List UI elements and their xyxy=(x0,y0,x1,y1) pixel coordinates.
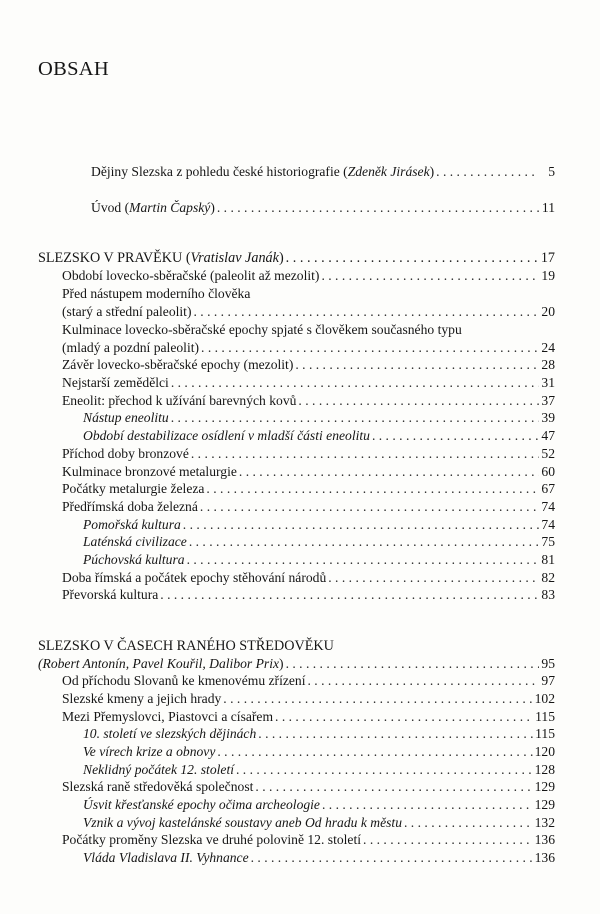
toc-entry-title: Slezské kmeny a jejich hrady xyxy=(62,691,222,706)
toc-entry[interactable] xyxy=(83,517,555,533)
toc-entry-title: Kulminace bronzové metalurgie xyxy=(62,464,237,479)
toc-entry[interactable] xyxy=(62,832,555,848)
dot-leader xyxy=(200,499,539,515)
toc-entry-title: Před nástupem moderního člověka xyxy=(62,286,251,301)
dot-leader xyxy=(328,570,539,586)
toc-entry[interactable] xyxy=(62,286,555,302)
toc-entry[interactable] xyxy=(62,357,555,373)
page-title: OBSAH xyxy=(38,58,109,80)
toc-entry[interactable] xyxy=(91,200,555,216)
dot-leader xyxy=(217,744,532,760)
toc-entry[interactable] xyxy=(38,656,555,672)
page-number: 82 xyxy=(541,570,555,585)
dot-leader xyxy=(436,164,539,180)
toc-entry-title: Vláda Vladislava II. Vyhnance xyxy=(83,850,249,865)
page-number: 132 xyxy=(534,815,555,830)
dot-leader xyxy=(160,587,539,603)
page-number: 95 xyxy=(541,656,555,671)
page-number: 37 xyxy=(541,393,555,408)
dot-leader xyxy=(223,691,532,707)
page-number: 97 xyxy=(541,673,555,688)
page-number: 11 xyxy=(541,200,555,215)
page-number: 47 xyxy=(541,428,555,443)
toc-entry[interactable] xyxy=(83,797,555,813)
toc-entry-title: Vznik a vývoj kastelánské soustavy aneb Od hradu k městu xyxy=(83,815,402,830)
toc-entry[interactable] xyxy=(83,534,555,550)
toc-entry-title: Pomořská kultura xyxy=(83,517,181,532)
toc-entry[interactable] xyxy=(62,779,555,795)
dot-leader xyxy=(183,517,539,533)
toc-entry-title: Převorská kultura xyxy=(62,587,159,602)
page-number: 102 xyxy=(534,691,555,706)
toc-entry[interactable] xyxy=(83,762,555,778)
dot-leader xyxy=(286,656,539,672)
toc-entry-title: Úsvit křesťanské epochy očima archeologie xyxy=(83,797,320,812)
page-number: 20 xyxy=(541,304,555,319)
toc-entry-title: Laténská civilizace xyxy=(83,534,187,549)
dot-leader xyxy=(217,200,539,216)
dot-leader xyxy=(404,815,533,831)
dot-leader xyxy=(308,673,540,689)
toc-entry[interactable] xyxy=(62,340,555,356)
toc-entry-title: Púchovská kultura xyxy=(83,552,185,567)
page-number: 120 xyxy=(534,744,555,759)
page-number: 74 xyxy=(541,499,555,514)
toc-entry-title: Mezi Přemyslovci, Piastovci a císařem xyxy=(62,709,274,724)
toc-section-heading[interactable] xyxy=(38,250,555,266)
dot-leader xyxy=(171,375,539,391)
page-number: 81 xyxy=(541,552,555,567)
toc-entry[interactable] xyxy=(83,850,555,866)
toc-entry-title: Doba římská a počátek epochy stěhování národů xyxy=(62,570,327,585)
page-number: 136 xyxy=(534,832,555,847)
toc-entry[interactable] xyxy=(62,481,555,497)
dot-leader xyxy=(236,762,533,778)
page-number: 75 xyxy=(541,534,555,549)
toc-entry[interactable] xyxy=(83,815,555,831)
toc-entry[interactable] xyxy=(62,375,555,391)
toc-entry-title: Od příchodu Slovanů ke kmenovému zřízení xyxy=(62,673,306,688)
dot-leader xyxy=(189,534,539,550)
toc-entry-title: Počátky metalurgie železa xyxy=(62,481,205,496)
toc-entry-title: Závěr lovecko-sběračské epochy (mezolit) xyxy=(62,357,294,372)
toc-entry[interactable] xyxy=(83,410,555,426)
page-number: 128 xyxy=(534,762,555,777)
page-number: 24 xyxy=(541,340,555,355)
toc-entry-title: Nejstarší zemědělci xyxy=(62,375,169,390)
toc-entry[interactable] xyxy=(62,709,555,725)
toc-entry[interactable] xyxy=(62,322,555,338)
page-number: 17 xyxy=(540,250,555,266)
toc-entry-title: Předřímská doba železná xyxy=(62,499,198,514)
dot-leader xyxy=(191,446,539,462)
toc-entry-title: SLEZSKO V ČASECH RANÉHO STŘEDOVĚKU xyxy=(38,638,334,654)
dot-leader xyxy=(187,552,539,568)
dot-leader xyxy=(171,410,539,426)
dot-leader xyxy=(255,779,532,795)
toc-entry-title: Období lovecko-sběračské (paleolit až mezolit) xyxy=(62,268,320,283)
toc-entry-title: (mladý a pozdní paleolit) xyxy=(62,340,200,355)
toc-entry-title: SLEZSKO V PRAVĚKU (Vratislav Janák) xyxy=(38,250,284,266)
page-number: 5 xyxy=(548,164,555,179)
toc-entry[interactable] xyxy=(83,428,555,444)
toc-entry-title: Období destabilizace osídlení v mladší části eneolitu xyxy=(83,428,370,443)
page-number: 67 xyxy=(541,481,555,496)
dot-leader xyxy=(363,832,533,848)
toc-entry-title: Úvod (Martin Čapský) xyxy=(91,200,215,215)
toc-entry-title: Dějiny Slezska z pohledu české historiografie (Zdeněk Jirásek) xyxy=(91,164,435,179)
toc-entry-title: 10. století ve slezských dějinách xyxy=(83,726,257,741)
dot-leader xyxy=(239,464,539,480)
toc-entry[interactable] xyxy=(62,304,555,320)
toc-entry[interactable] xyxy=(83,552,555,568)
toc-entry-title: (Robert Antonín, Pavel Kouřil, Dalibor Prix) xyxy=(38,656,284,671)
toc-entry-title: (starý a střední paleolit) xyxy=(62,304,192,319)
toc-entry[interactable] xyxy=(62,393,555,409)
dot-leader xyxy=(206,481,539,497)
toc-entry[interactable] xyxy=(62,499,555,515)
page-number: 129 xyxy=(534,797,555,812)
page-number: 52 xyxy=(541,446,555,461)
page-number: 39 xyxy=(541,410,555,425)
page-number: 19 xyxy=(541,268,555,283)
dot-leader xyxy=(258,726,533,742)
toc-entry[interactable] xyxy=(83,726,555,742)
toc-entry-title: Eneolit: přechod k užívání barevných kovů xyxy=(62,393,297,408)
toc-entry-title: Příchod doby bronzové xyxy=(62,446,189,461)
toc-entry[interactable] xyxy=(91,164,555,180)
page-number: 74 xyxy=(541,517,555,532)
toc-entry-title: Počátky proměny Slezska ve druhé polovině 12. století xyxy=(62,832,362,847)
page-number: 136 xyxy=(534,850,555,865)
page-number: 129 xyxy=(534,779,555,794)
dot-leader xyxy=(193,304,539,320)
toc-entry-title: Slezská raně středověká společnost xyxy=(62,779,254,794)
page-number: 83 xyxy=(541,587,555,602)
dot-leader xyxy=(201,340,539,356)
page-number: 60 xyxy=(541,464,555,479)
toc-entry[interactable] xyxy=(62,587,555,603)
toc-entry[interactable] xyxy=(62,268,555,284)
dot-leader xyxy=(275,709,533,725)
toc-entry[interactable] xyxy=(62,464,555,480)
toc-entry-title: Ve vírech krize a obnovy xyxy=(83,744,216,759)
toc-entry-title: Kulminace lovecko-sběračské epochy spjaté s člověkem současného typu xyxy=(62,322,462,337)
dot-leader xyxy=(372,428,539,444)
toc-entry-title: Nástup eneolitu xyxy=(83,410,169,425)
page-number: 31 xyxy=(541,375,555,390)
page-number: 115 xyxy=(535,726,555,741)
toc-entry[interactable] xyxy=(62,570,555,586)
page-number: 115 xyxy=(535,709,555,724)
toc-entry[interactable] xyxy=(62,691,555,707)
page-number: 28 xyxy=(541,357,555,372)
dot-leader xyxy=(286,250,539,266)
dot-leader xyxy=(298,393,539,409)
toc-entry[interactable] xyxy=(62,673,555,689)
dot-leader xyxy=(322,797,533,813)
toc-entry[interactable] xyxy=(83,744,555,760)
toc-entry[interactable] xyxy=(62,446,555,462)
toc-entry-title: Neklidný počátek 12. století xyxy=(83,762,234,777)
dot-leader xyxy=(251,850,533,866)
toc-section-heading[interactable] xyxy=(38,638,555,654)
dot-leader xyxy=(295,357,539,373)
dot-leader xyxy=(321,268,539,284)
